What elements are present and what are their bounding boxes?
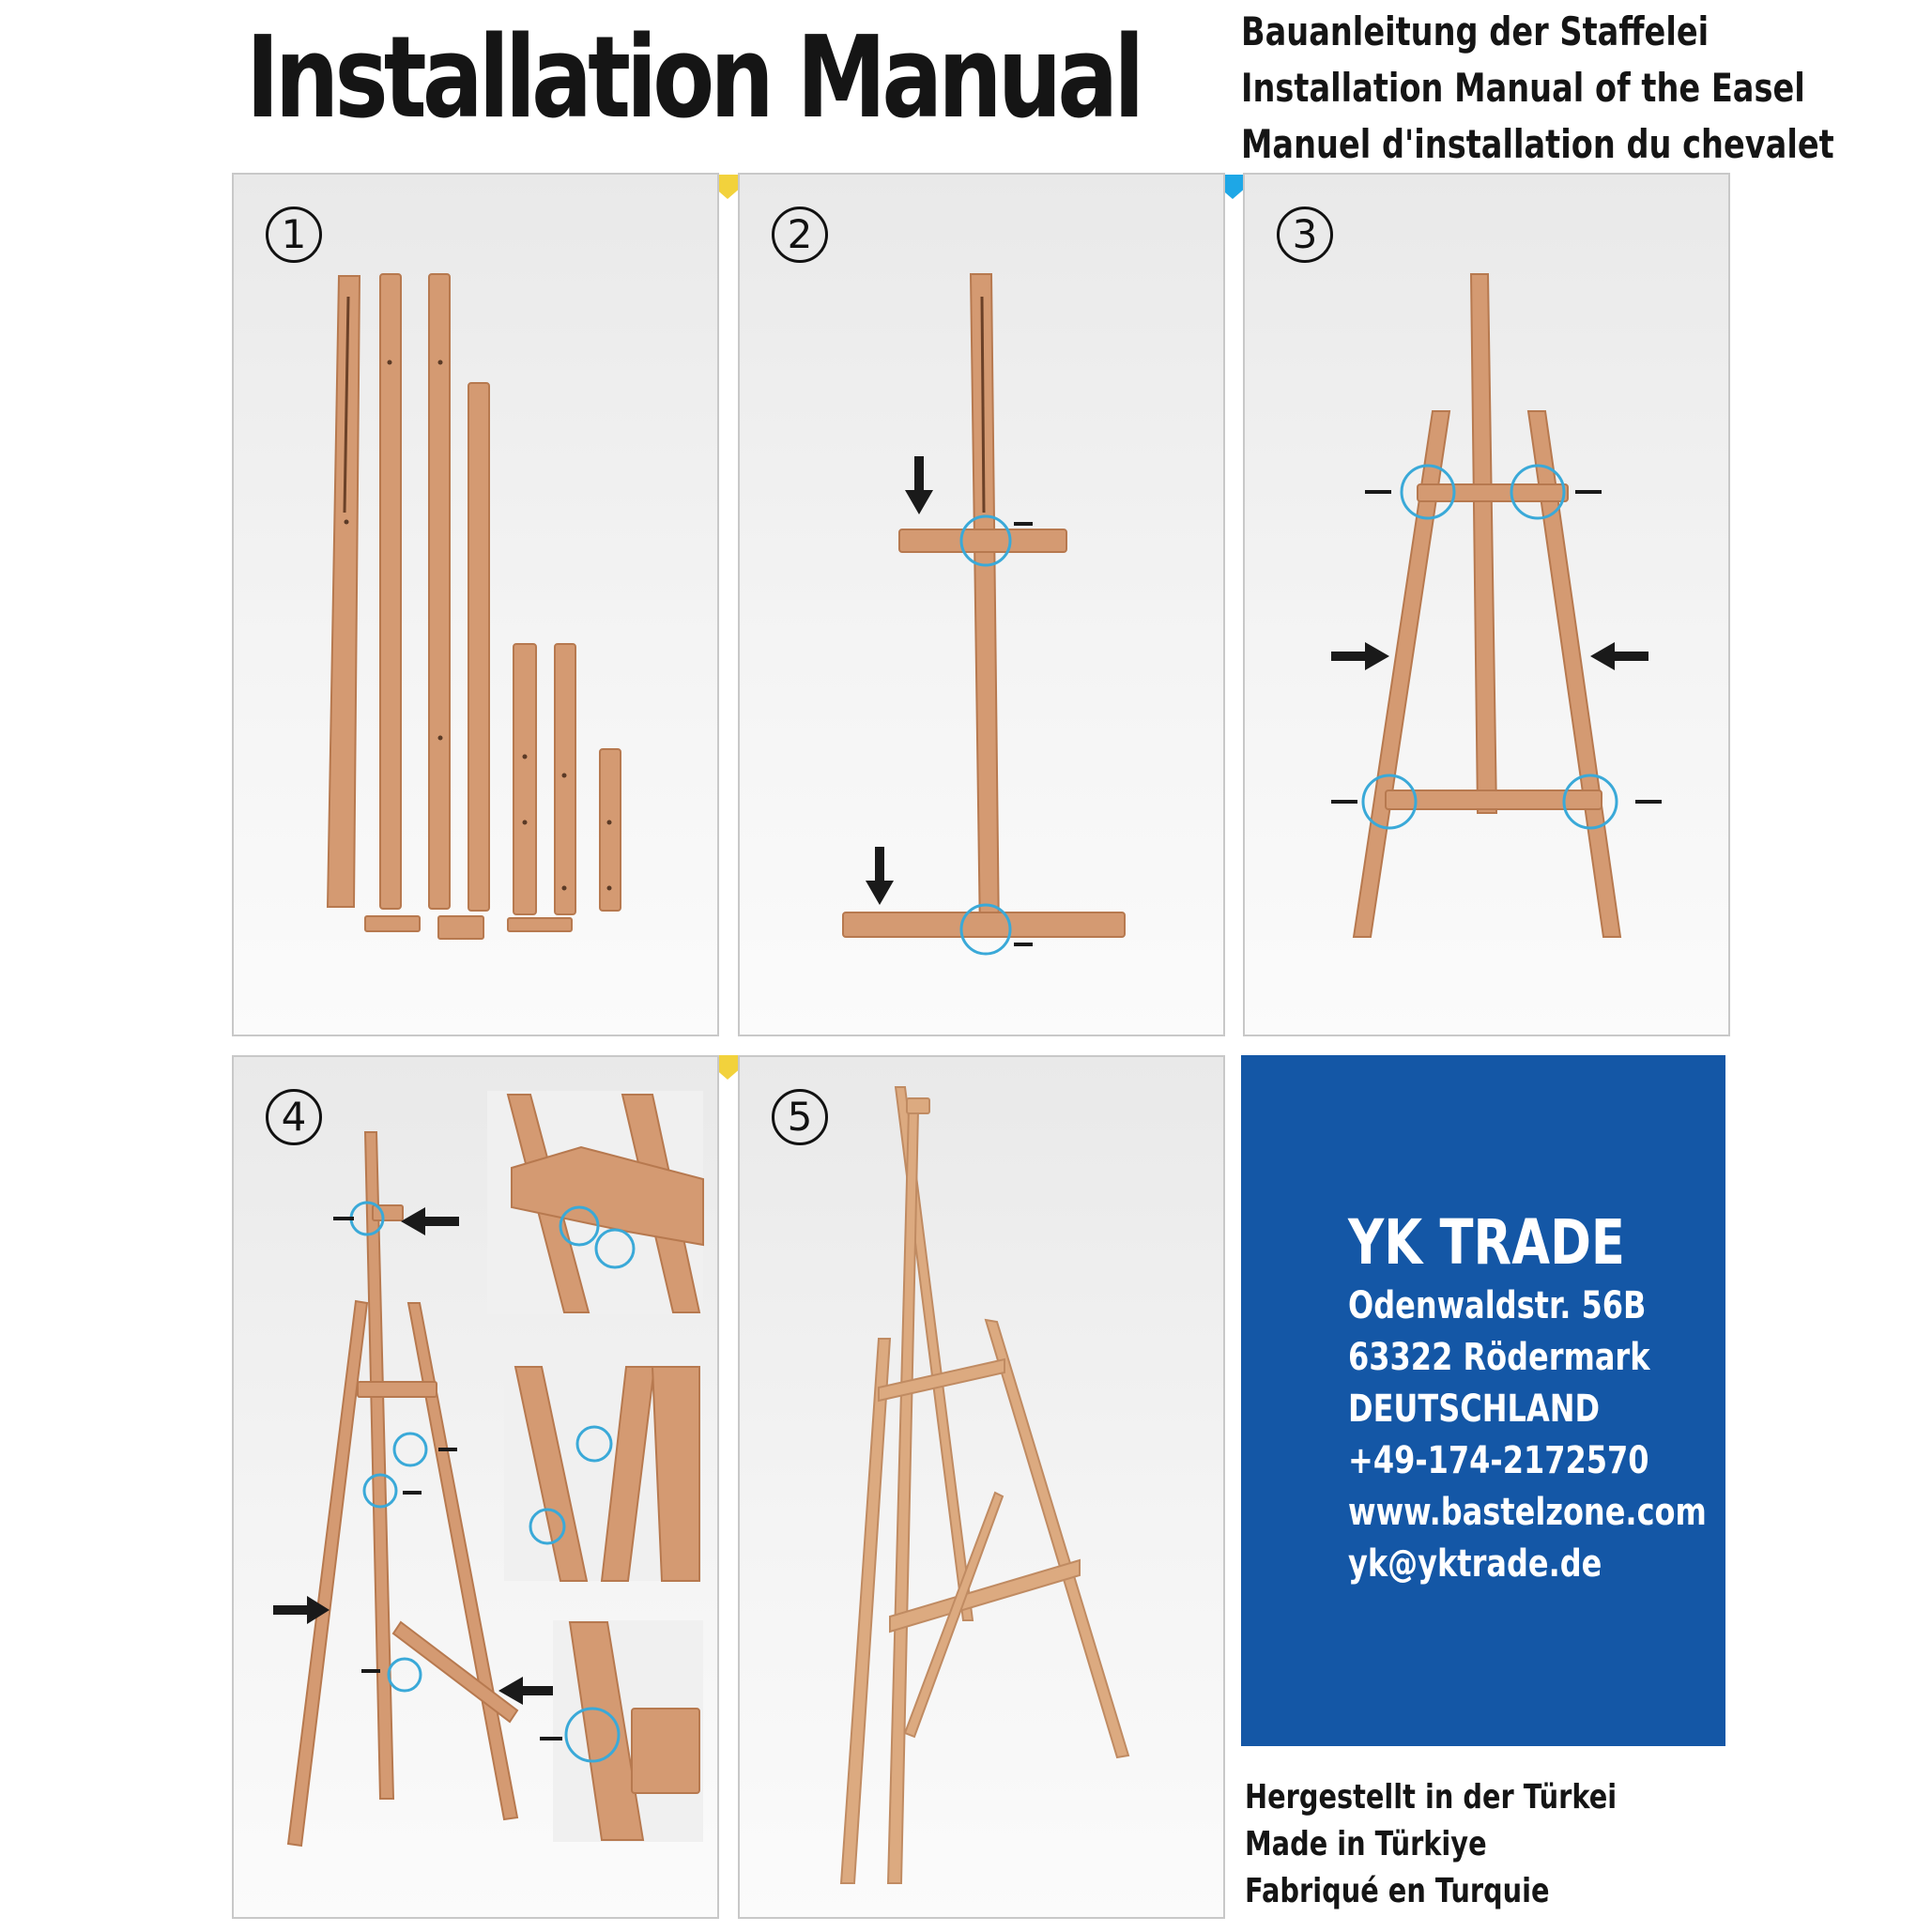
step-4-panel	[232, 1055, 719, 1919]
subtitle-english: Installation Manual of the Easel	[1241, 65, 1805, 111]
step-number-4: 4	[266, 1089, 322, 1145]
company-name: YK TRADE	[1348, 1206, 1625, 1279]
step-5-panel	[738, 1055, 1225, 1919]
easel-detail-assembly-illustration	[234, 1057, 719, 1919]
step-1-panel	[232, 173, 719, 1036]
step-3-panel	[1243, 173, 1730, 1036]
street-address: Odenwaldstr. 56B	[1348, 1284, 1647, 1327]
step-number-1: 1	[266, 207, 322, 263]
page-title: Installation Manual	[246, 13, 1141, 144]
subtitle-german: Bauanleitung der Staffelei	[1241, 8, 1710, 54]
made-in-french: Fabriqué en Turquie	[1245, 1872, 1550, 1910]
made-in-block	[1245, 1774, 1617, 1915]
website-link[interactable]: www.bastelzone.com	[1348, 1491, 1707, 1534]
email-link[interactable]: yk@yktrade.de	[1348, 1542, 1602, 1586]
a-frame-assembly-illustration	[1245, 175, 1730, 1036]
step-number-5: 5	[772, 1089, 828, 1145]
phone-number: +49-174-2172570	[1348, 1439, 1649, 1482]
made-in-german: Hergestellt in der Türkei	[1245, 1778, 1618, 1817]
contact-details	[1348, 1205, 1707, 1590]
subtitle-french: Manuel d'installation du chevalet	[1241, 121, 1834, 167]
step-number-3: 3	[1277, 207, 1333, 263]
crossbar-assembly-illustration	[740, 175, 1225, 1036]
country: DEUTSCHLAND	[1348, 1388, 1601, 1431]
made-in-english: Made in Türkiye	[1245, 1825, 1487, 1863]
step-2-panel	[738, 173, 1225, 1036]
postal-city: 63322 Rödermark	[1348, 1336, 1650, 1379]
step-number-2: 2	[772, 207, 828, 263]
contact-box	[1241, 1055, 1725, 1746]
finished-easel-illustration	[740, 1057, 1225, 1919]
subtitle-block	[1241, 4, 1834, 173]
easel-parts-illustration	[234, 175, 719, 1036]
